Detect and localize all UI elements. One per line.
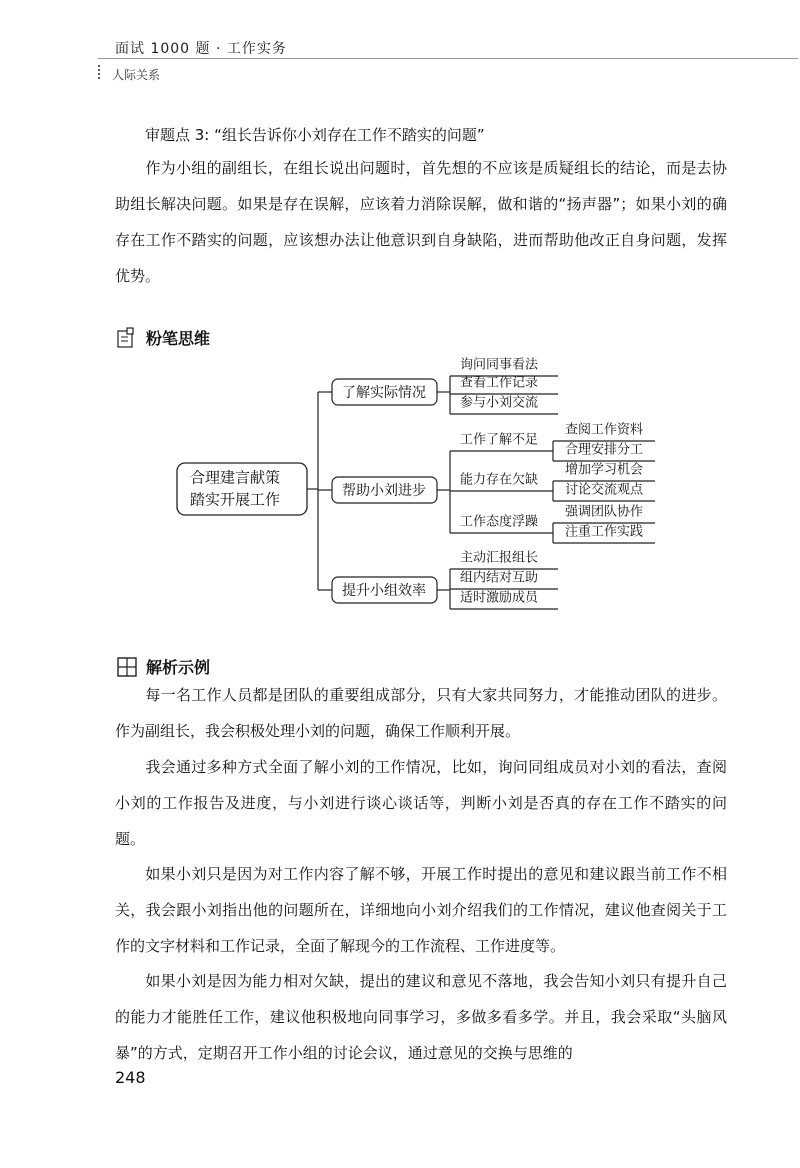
analysis-grid-icon <box>116 656 138 678</box>
analysis-heading-text: 解析示例 <box>146 658 211 677</box>
leaf-node-label: 查看工作记录 <box>460 375 539 391</box>
sub-node-label: 能力存在欠缺 <box>460 472 539 488</box>
leaf-node-label: 主动汇报组长 <box>460 550 539 566</box>
review-point: 审题点 3: “组长告诉你小刘存在工作不踏实的问题” <box>145 126 485 144</box>
chapter-title: 人际关系 <box>112 68 161 82</box>
analysis-paragraph-3: 如果小刘只是因为对工作内容了解不够，开展工作时提出的意见和建议跟当前工作不相关，我会跟小刘指出他的问题所在，详细地向小刘介绍我们的工作情况，建议他查阅关于工作的文字材料和工作记录，全面了解现今的工作流程、工作进度等。 <box>115 865 727 955</box>
leaf-node-label: 适时激励成员 <box>460 590 539 606</box>
branch-node-label: 了解实际情况 <box>342 385 426 401</box>
leaf-node-label: 参与小刘交流 <box>460 395 539 411</box>
analysis-paragraph-2: 我会通过多种方式全面了解小刘的工作情况，比如，询问同组成员对小刘的看法，查阅小刘的工作报告及进度，与小刘进行谈心谈话等，判断小刘是否真的存在工作不踏实的问题。 <box>115 758 727 848</box>
branch-node-label: 提升小组效率 <box>342 583 426 599</box>
leaf-node-label: 注重工作实践 <box>565 524 644 540</box>
leaf-node-label: 询问同事看法 <box>460 357 539 373</box>
page-number: 248 <box>115 1068 146 1087</box>
intro-text: 作为小组的副组长，在组长说出问题时，首先想的不应该是质疑组长的结论，而是去协助组长解决问题。如果是存在误解，应该着力消除误解，做和谐的“扬声器”；如果小刘的确存在工作不踏实的问题，应该想办法让他意识到自身缺陷，进而帮助他改正自身问题，发挥优势。 <box>115 159 727 285</box>
book-title: 面试 1000 题 · 工作实务 <box>115 41 287 57</box>
leaf-node-label: 合理安排分工 <box>565 442 644 458</box>
leaf-node-label: 组内结对互助 <box>460 570 539 586</box>
branch-node-label: 帮助小刘进步 <box>342 483 426 499</box>
leaf-node-label: 查阅工作资料 <box>565 422 644 438</box>
sub-node-label: 工作态度浮躁 <box>460 514 539 530</box>
analysis-paragraph-4: 如果小刘是因为能力相对欠缺，提出的建议和意见不落地，我会告知小刘只有提升自己的能力才能胜任工作，建议他积极地向同事学习，多做多看多学。并且，我会采取“头脑风暴”的方式，定期召开工作小组的讨论会议，通过意见的交换与思维的 <box>115 972 727 1062</box>
analysis-heading <box>116 655 210 678</box>
root-node-label: 合理建言献策 <box>190 468 281 487</box>
leaf-node-label: 强调团队协作 <box>565 504 644 520</box>
root-node-label: 踏实开展工作 <box>190 490 281 509</box>
analysis-paragraph-1: 每一名工作人员都是团队的重要组成部分，只有大家共同努力，才能推动团队的进步。作为副组长，我会积极处理小刘的问题，确保工作顺利开展。 <box>115 686 727 740</box>
leaf-node-label: 增加学习机会 <box>565 462 644 478</box>
mindmap-heading-text: 粉笔思维 <box>146 329 211 348</box>
leaf-node-label: 讨论交流观点 <box>565 482 644 498</box>
sub-node-label: 工作了解不足 <box>460 432 539 448</box>
